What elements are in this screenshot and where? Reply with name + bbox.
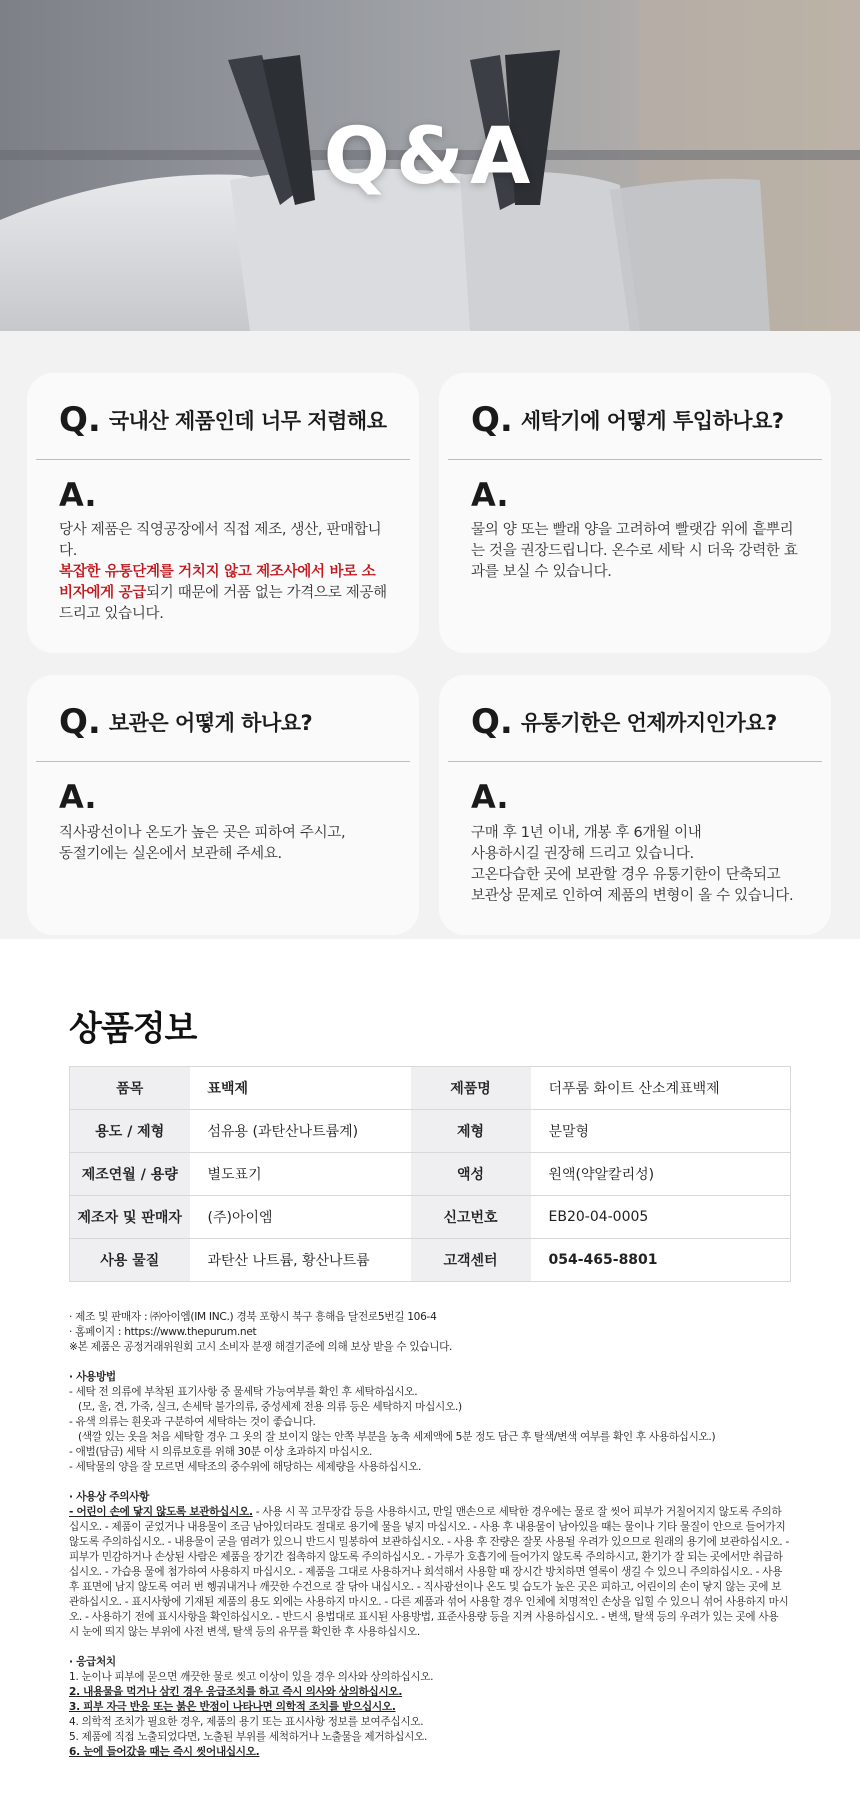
table-row: [70, 1067, 791, 1110]
spec-label: 액성: [411, 1153, 531, 1196]
spec-label: 제형: [411, 1110, 531, 1153]
answer-text: [471, 823, 799, 907]
compensation-note: ※본 제품은 공정거래위원회 고시 소비자 분쟁 해결기준에 의해 보상 받을 수 있습니다.: [69, 1341, 453, 1353]
answer-line: 고온다습한 곳에 보관할 경우 유통기한이 단축되고: [471, 866, 781, 883]
spec-value: 분말형: [531, 1110, 791, 1153]
spec-value: 표백제: [190, 1067, 411, 1110]
answer-mark: A.: [471, 476, 509, 514]
company-line: · 제조 및 판매자 : ㈜아이엠(IM INC.) 경북 포항시 북구 흥해읍 달전로5번길 106-4: [69, 1311, 437, 1323]
faq-card: [439, 675, 831, 934]
spec-value: 섬유용 (과탄산나트륨계): [190, 1110, 411, 1153]
answer-text-part: 되기 때문에 거품 없는 가격으로 제공해 드리고 있습니다.: [59, 585, 387, 623]
usage-title: · 사용방법: [69, 1371, 116, 1383]
spec-label: 고객센터: [411, 1239, 531, 1282]
usage-line: (모, 울, 견, 가죽, 실크, 손세탁 불가의류, 중성세제 전용 의류 등은 세탁하지 마십시오.): [78, 1401, 462, 1413]
caution-body: - 사용 시 꼭 고무장갑 등을 사용하시고, 만일 맨손으로 세탁한 경우에는 물로 잘 씻어 피부가 거칠어지지 않도록 주의하십시오. - 제품이 굳었거나 내용물이 조금 남아있더라도 절대로 용기에 물을 넣지 마십시오. - 사용 후 내용물이 남아있을 때는 물이나 기타 물질이 안으로 들어가지 않도록 주의하십시오. - 내용물이 굳을 염려가 있으니 반드시 밀봉하여 보관하십시오. - 사용 후 잔량은 잘못 사용될 우려가 있으므로 원래의 용기에 보관하십시오. - 피부가 민감하거나 손상된 사람은 제품을 장기간 접촉하지 않도록 주의하십시오. - 가루가 호흡기에 들어가지 않도록 주의하시고, 환기가 잘 되는 곳에서만 취급하십시오. - 가습용 물에 첨가하여 사용하지 마십시오. - 제품을 그대로 사용하거나 희석해서 사용할 때 장시간 방치하면 열록이 생길 수 있으니 주의하십시오. - 사용 후 표면에 남지 않도록 여러 번 헹궈내거나 깨끗한 수건으로 잘 닦아 내십시오. - 직사광선이나 온도 및 습도가 높은 곳은 피하고, 어린이의 손이 닿지 않는 곳에 보관하십시오. - 표시사항에 기재된 제품의 용도 외에는 사용하지 마시오. - 다른 제품과 섞어 사용할 경우 인체에 치명적인 손상을 입힐 수 있으니 섞어 사용하지 마시오. - 사용하기 전에 표시사항을 확인하십시오. - 반드시 용법대로 표시된 사용방법, 표준사용량 등을 지켜 사용하십시오. - 변색, 탈색 등의 우려가 있는 곳에 사용 시 눈에 띄지 않는 부위에 사전 변색, 탈색 등의 유무를 확인한 후 사용하십시오.: [69, 1506, 789, 1638]
caution-section: [69, 1490, 791, 1640]
usage-line: (색깔 있는 옷을 처음 세탁할 경우 그 옷의 잘 보이지 않는 안쪽 부분을 농축 세제액에 5분 정도 담근 후 탈색/변색 여부를 확인 후 사용하십시오.): [78, 1431, 716, 1443]
question-text: 세탁기에 어떻게 투입하나요?: [520, 409, 784, 433]
question-text: 유통기한은 언제까지인가요?: [520, 711, 777, 736]
hero-banner: [0, 0, 860, 331]
answer-line: 사용하시길 권장해 드리고 있습니다.: [471, 845, 694, 862]
answer-mark: A.: [471, 778, 509, 817]
first-aid-item: 2. 내용물을 먹거나 삼킨 경우 응급조치를 하고 즉시 의사와 상의하십시오.: [69, 1686, 403, 1698]
question-mark: Q.: [59, 702, 101, 743]
spec-value: EB20-04-0005: [531, 1196, 791, 1239]
answer-line: 보관상 문제로 인하여 제품의 변형이 올 수 있습니다.: [471, 887, 794, 904]
spec-label: 제조연월 / 용량: [70, 1153, 190, 1196]
spec-label: 제조자 및 판매자: [70, 1196, 190, 1239]
faq-answer: [448, 762, 822, 906]
product-info-section: [0, 939, 860, 1282]
table-row: [70, 1239, 791, 1282]
table-row: [70, 1196, 791, 1239]
question-text: 국내산 제품인데 너무 저렴해요: [108, 409, 387, 433]
usage-line: - 애벌(담금) 세탁 시 의류보호를 위해 30분 이상 초과하지 마십시오.: [69, 1446, 373, 1458]
question-mark: Q.: [59, 400, 101, 440]
answer-mark: A.: [59, 476, 97, 514]
spec-label: 품목: [70, 1067, 190, 1110]
page-title: Q&A: [323, 112, 537, 202]
faq-question: [448, 702, 822, 762]
table-row: [70, 1153, 791, 1196]
usage-line: - 세탁물의 양을 잘 모르면 세탁조의 중수위에 해당하는 세제량을 사용하십시오.: [69, 1461, 422, 1473]
faq-answer: [36, 460, 410, 625]
spec-value: 과탄산 나트륨, 황산나트륨: [190, 1239, 411, 1282]
spec-label: 사용 물질: [70, 1239, 190, 1282]
faq-question: [36, 702, 410, 762]
faq-answer: [36, 762, 410, 864]
caution-highlight: - 어린이 손에 닿지 않도록 보관하십시오.: [69, 1506, 253, 1518]
question-text: 보관은 어떻게 하나요?: [108, 711, 313, 736]
faq-card: [27, 675, 419, 934]
spec-value: 별도표기: [190, 1153, 411, 1196]
homepage-line: · 홈페이지 : https://www.thepurum.net: [69, 1326, 257, 1338]
answer-line: 직사광선이나 온도가 높은 곳은 피하여 주시고,: [59, 824, 346, 841]
customer-center-phone: 054-465-8801: [531, 1239, 791, 1282]
answer-text: [59, 520, 387, 625]
question-mark: Q.: [471, 400, 513, 440]
question-mark: Q.: [471, 702, 513, 743]
first-aid-item: 6. 눈에 들어갔을 때는 즉시 씻어내십시오.: [69, 1746, 260, 1758]
answer-text: 물의 양 또는 빨래 양을 고려하여 빨랫감 위에 흩뿌리는 것을 권장드립니다. 온수로 세탁 시 더욱 강력한 효과를 보실 수 있습니다.: [471, 522, 798, 581]
first-aid-item: 5. 제품에 직접 노출되었다면, 노출된 부위를 세척하거나 노출물을 제거하십시오.: [69, 1731, 428, 1743]
section-title: 상품정보: [69, 1009, 197, 1049]
answer-text: [59, 823, 387, 865]
faq-question: [36, 400, 410, 460]
answer-mark: A.: [59, 778, 97, 817]
first-aid-section: [69, 1655, 791, 1760]
usage-line: - 세탁 전 의류에 부착된 표기사항 중 물세탁 가능여부를 확인 후 세탁하십시오.: [69, 1386, 418, 1398]
faq-question: [448, 400, 822, 460]
answer-line: 동절기에는 실온에서 보관해 주세요.: [59, 845, 282, 862]
spec-value: 원액(약알칼리성): [531, 1153, 791, 1196]
spec-label: 용도 / 제형: [70, 1110, 190, 1153]
faq-section: [0, 331, 860, 939]
company-info: [69, 1310, 791, 1355]
table-row: [70, 1110, 791, 1153]
first-aid-item: 4. 의학적 조치가 필요한 경우, 제품의 용기 또는 표시사항 정보를 보여주십시오.: [69, 1716, 424, 1728]
spec-value: 더푸룸 화이트 산소계표백제: [531, 1067, 791, 1110]
spec-label: 신고번호: [411, 1196, 531, 1239]
answer-highlight: 복잡한 유통단계를 거치지 않고 제조사에서 바로 소비자에게 공급: [59, 564, 376, 602]
product-spec-table: [69, 1066, 791, 1282]
faq-card: [439, 373, 831, 653]
product-notes: [0, 1282, 860, 1815]
usage-instructions: [69, 1370, 791, 1475]
answer-text-part: 당사 제품은 직영공장에서 직접 제조, 생산, 판매합니다.: [59, 522, 382, 560]
caution-title: · 사용상 주의사항: [69, 1491, 150, 1503]
answer-line: 구매 후 1년 이내, 개봉 후 6개월 이내: [471, 824, 702, 841]
usage-line: - 유색 의류는 흰옷과 구분하여 세탁하는 것이 좋습니다.: [69, 1416, 316, 1428]
faq-answer: [448, 460, 822, 583]
caution-text: [69, 1505, 791, 1640]
first-aid-item: 3. 피부 자극 반응 또는 붉은 반점이 나타나면 의학적 조치를 받으십시오.: [69, 1701, 396, 1713]
first-aid-item: 1. 눈이나 피부에 묻으면 깨끗한 물로 씻고 이상이 있을 경우 의사와 상의하십시오.: [69, 1671, 434, 1683]
spec-value: (주)아이엠: [190, 1196, 411, 1239]
faq-card: [27, 373, 419, 653]
spec-label: 제품명: [411, 1067, 531, 1110]
first-aid-title: · 응급처치: [69, 1656, 116, 1668]
